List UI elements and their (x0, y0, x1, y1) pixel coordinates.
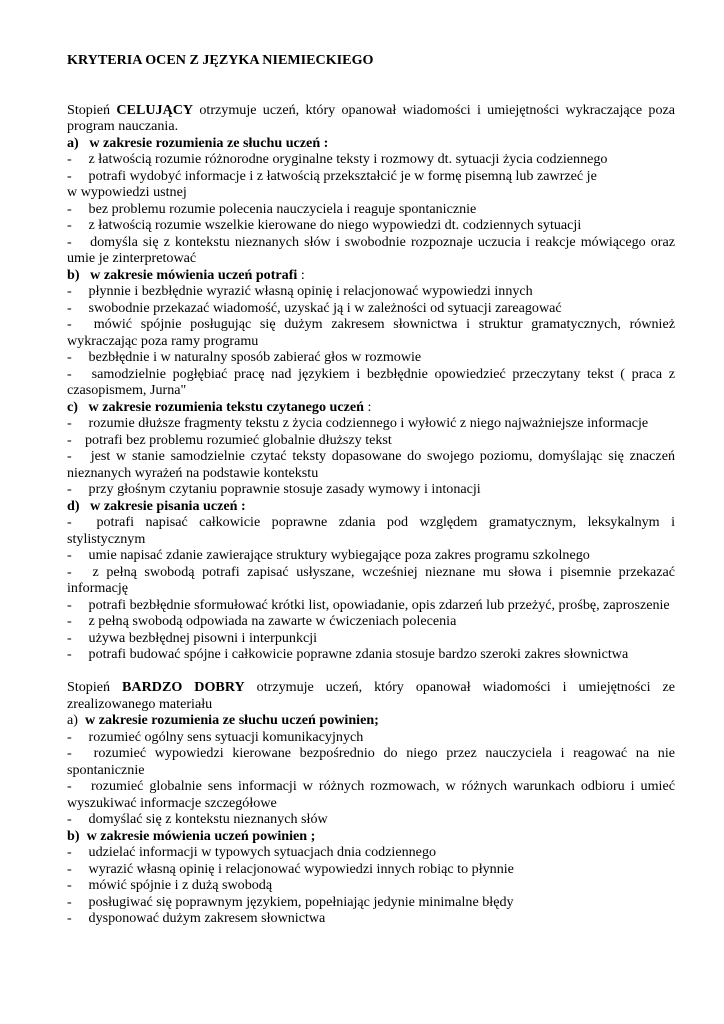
s1-d-heading: d) w zakresie pisania uczeń : (67, 497, 246, 514)
list-item: - używa bezbłędnej pisowni i interpunkcji (67, 629, 318, 646)
list-item: - potrafi budować spójne i całkowicie poprawne zdania stosuje bardzo szeroki zakres słownictwa (67, 646, 629, 662)
s1-a-heading: a) w zakresie rozumienia ze słuchu uczeń : (67, 134, 329, 151)
list-item: - domyślać się z kontekstu nieznanych słów (67, 811, 328, 827)
list-item: - z pełną swobodą potrafi zapisać usłyszane, wcześniej nieznane mu słowa i pisemnie przekazać informację (67, 563, 675, 596)
list-item: - wyrazić własną opinię i relacjonować wypowiedzi innych robiąc to płynnie (67, 860, 514, 877)
list-item: - udzielać informacji w typowych sytuacjach dnia codziennego (67, 844, 437, 860)
list-item: - samodzielnie pogłębiać pracę nad językiem i bezbłędnie opowiedzieć przeczytany tekst ( praca z czasopismem, Jurna" (67, 365, 675, 398)
list-item: - z pełną swobodą odpowiada na zawarte w ćwiczeniach polecenia (67, 613, 457, 629)
grade-celujacy: CELUJĄCY (116, 101, 194, 118)
s1-c-heading: c) w zakresie rozumienia tekstu czytanego uczeń : (67, 398, 372, 415)
s1-b-heading: b) w zakresie mówienia uczeń potrafi : (67, 266, 305, 283)
grade-bardzo-dobry: BARDZO DOBRY (122, 679, 245, 695)
list-item: - potrafi wydobyć informacje i z łatwością przekształcić je w formę pisemną lub zawrzeć je (67, 167, 597, 184)
list-item-continuation: w wypowiedzi ustnej (67, 184, 187, 200)
list-item: - umie napisać zdanie zawierające struktury wybiegające poza zakres programu szkolnego (67, 547, 590, 563)
s2-b-heading: b) w zakresie mówienia uczeń powinien ; (67, 827, 316, 844)
list-item: - posługiwać się poprawnym językiem, popełniając jedynie minimalne błędy (67, 893, 514, 910)
list-item: - domyśla się z kontekstu nieznanych słów i swobodnie rozpoznaje uczucia i reakcje mówiącego oraz umie je zinterpretować (67, 233, 675, 266)
list-item: - swobodnie przekazać wiadomość, uzyskać ją i w zależności od sytuacji zareagować (67, 299, 562, 316)
page-title: KRYTERIA OCEN Z JĘZYKA NIEMIECKIEGO (67, 52, 374, 68)
celujacy-intro: Stopień CELUJĄCY otrzymuje uczeń, który opanował wiadomości i umiejętności wykraczające poza program nauczania. (67, 101, 676, 134)
list-item: - jest w stanie samodzielnie czytać teksty dopasowane do swojego poziomu, domyślając się znaczeń nieznanych wyrażeń na podstawie kontekstu (67, 448, 675, 481)
list-item: - rozumieć ogólny sens sytuacji komunikacyjnych (67, 728, 364, 745)
document-content (67, 52, 675, 927)
bardzo-dobry-intro: Stopień BARDZO DOBRY otrzymuje uczeń, który opanował wiadomości i umiejętności ze zrealizowanego materiału (67, 679, 675, 712)
list-item: - potrafi bezbłędnie sformułować krótki list, opowiadanie, opis zdarzeń lub przeżyć, prośbę, zaproszenie (67, 596, 670, 613)
list-item: - potrafi napisać całkowicie poprawne zdania pod względem gramatycznym, leksykalnym i stylistycznym (67, 514, 675, 547)
list-item: - płynnie i bezbłędnie wyrazić własną opinię i relacjonować wypowiedzi innych (67, 283, 533, 299)
list-item: - potrafi bez problemu rozumieć globalnie dłuższy tekst (67, 431, 392, 448)
s2-a-heading: a) w zakresie rozumienia ze słuchu uczeń powinien; (67, 712, 379, 728)
list-item: - rozumie dłuższe fragmenty tekstu z życia codziennego i wyłowić z niego najważniejsze informacje (67, 415, 649, 431)
list-item: - przy głośnym czytaniu poprawnie stosuje zasady wymowy i intonacji (67, 481, 481, 497)
list-item: - z łatwością rozumie wszelkie kierowane do niego wypowiedzi dt. codziennych sytuacji (67, 217, 582, 233)
list-item: - bez problemu rozumie polecenia nauczyciela i reaguje spontanicznie (67, 200, 477, 217)
list-item: - dysponować dużym zakresem słownictwa (67, 910, 326, 926)
list-item: - rozumieć globalnie sens informacji w różnych rozmowach, w różnych warunkach odbioru i umieć wyszukiwać informacje szczegółowe (67, 778, 675, 811)
list-item: - mówić spójnie i z dużą swobodą (67, 877, 273, 893)
list-item: - rozumieć wypowiedzi kierowane bezpośrednio do niego przez nauczyciela i reagować na nie spontanicznie (67, 745, 675, 778)
list-item: - bezbłędnie i w naturalny sposób zabierać głos w rozmowie (67, 349, 422, 365)
list-item: - mówić spójnie posługując się dużym zakresem słownictwa i struktur gramatycznych, również wykraczając poza ramy programu (67, 316, 675, 349)
list-item: - z łatwością rozumie różnorodne oryginalne teksty i rozmowy dt. sytuacji życia codziennego (67, 151, 608, 167)
